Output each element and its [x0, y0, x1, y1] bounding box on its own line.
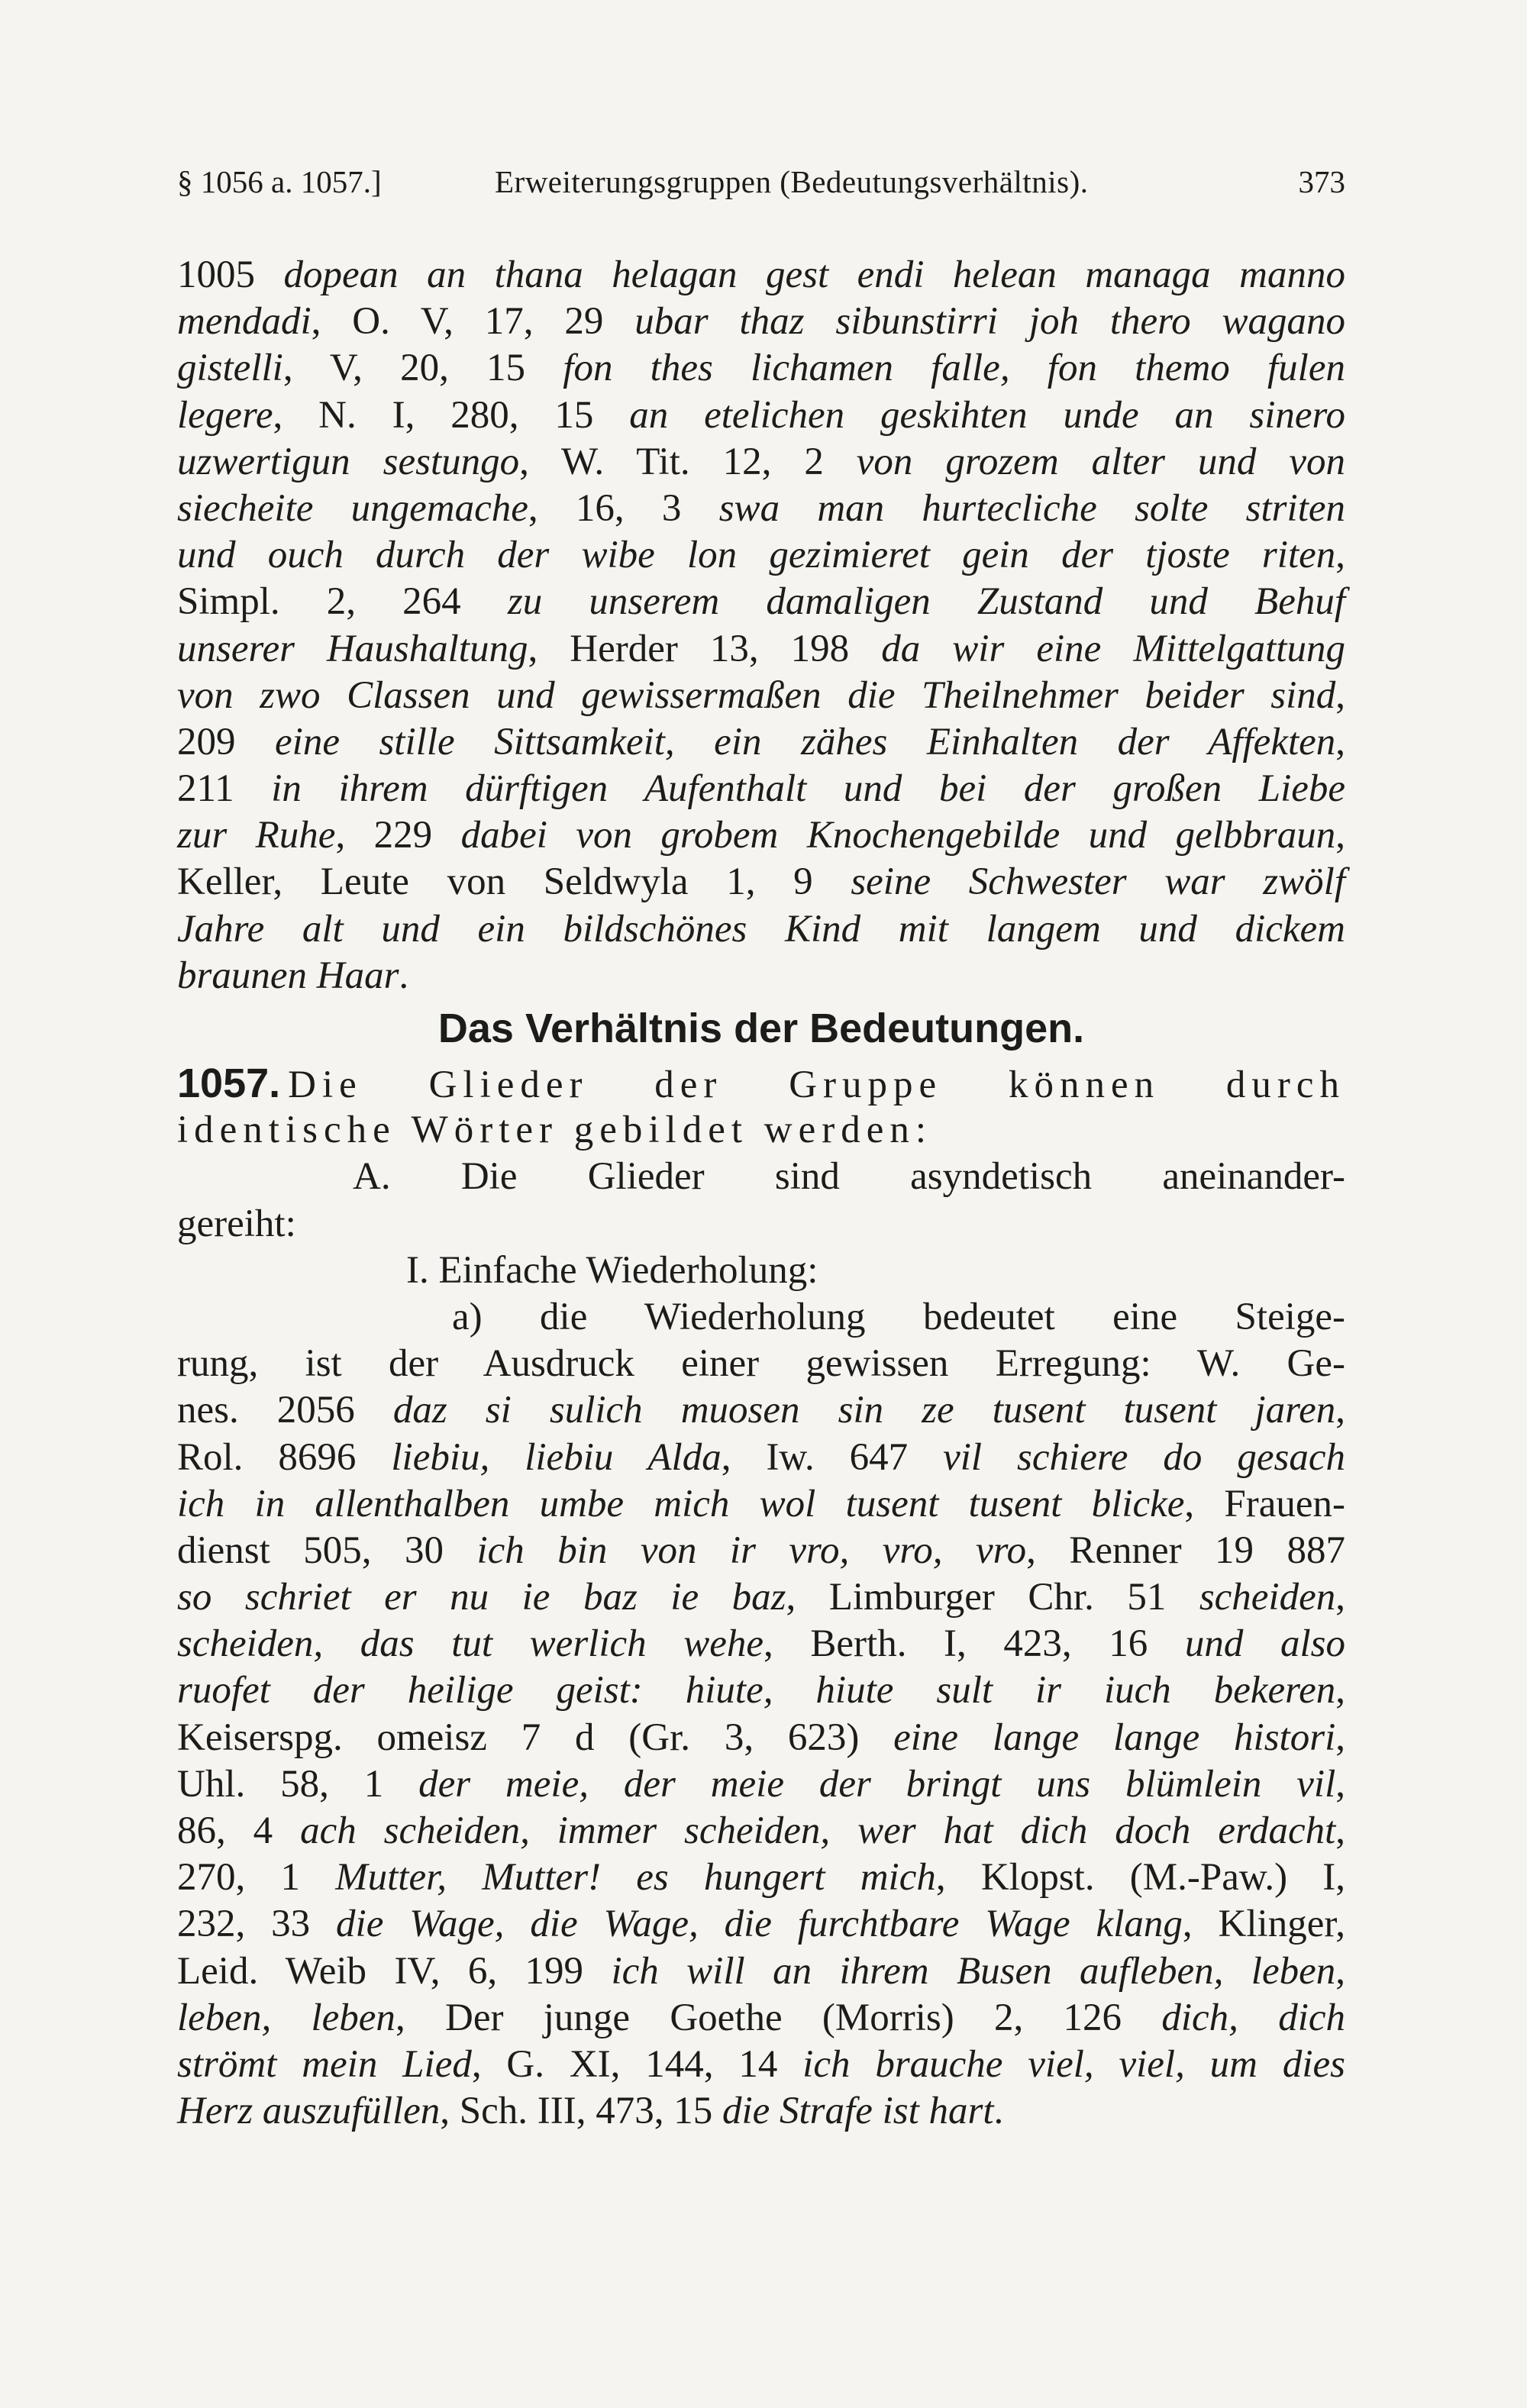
text-line — [177, 1435, 1345, 1481]
citation-text: , — [1335, 1762, 1346, 1806]
quoted-text: legere — [177, 393, 273, 437]
quoted-text: an etelichen geskihten unde an sinero — [629, 393, 1345, 437]
quoted-text: ach scheiden, immer scheiden, wer hat dich doch erdacht — [300, 1809, 1336, 1852]
text-line — [177, 812, 1345, 859]
text-line — [177, 439, 1345, 486]
quoted-text: von grozem alter und von — [856, 440, 1345, 483]
text-line — [177, 766, 1345, 812]
text-line — [177, 299, 1345, 345]
text-line — [177, 1667, 1345, 1714]
quoted-text: seine Schwester war zwölf — [851, 860, 1345, 904]
section-heading: Das Verhältnis der Bedeutungen. — [437, 1005, 1085, 1051]
citation-text: Simpl. 2, 264 — [177, 580, 508, 624]
quoted-text: strömt mein Lied — [177, 2042, 472, 2086]
text-line — [177, 1574, 1345, 1621]
quoted-text: die Strafe ist hart — [722, 2090, 994, 2133]
citation-text: , Der junge Goethe (Morris) 2, 126 — [395, 1996, 1162, 2039]
subsection-i: I. Einfache Wiederholung: — [406, 1248, 818, 1292]
text-line — [177, 1528, 1345, 1574]
text-line — [177, 673, 1345, 719]
quoted-text: siecheite ungemache — [177, 486, 528, 530]
header-title: Erweiterungsgruppen (Bedeutungsverhältnis). — [495, 164, 1089, 199]
text-line — [177, 1387, 1345, 1434]
main-text — [177, 252, 1345, 2135]
citation-text: , Iw. 647 — [721, 1435, 944, 1479]
quoted-text: dopean an thana helagan gest endi helean managa manno — [283, 253, 1345, 296]
citation-text: 1005 — [177, 253, 284, 296]
text-line — [177, 1948, 1345, 1995]
quoted-text: vil schiere do gesach — [943, 1435, 1345, 1479]
text-line — [177, 1854, 1345, 1901]
text-line — [177, 2088, 1345, 2135]
quoted-text: swa man hurtecliche solte striten — [718, 486, 1346, 530]
quoted-text: gistelli — [177, 347, 283, 390]
quoted-text: zur Ruhe — [177, 814, 336, 857]
quoted-text: scheiden — [1199, 1576, 1336, 1619]
citation-text: nes. 2056 — [177, 1389, 393, 1432]
citation-text: , Klinger, — [1182, 1903, 1346, 1946]
page-number: 373 — [1298, 164, 1345, 199]
text-line — [177, 626, 1345, 673]
citation-text: , G. XI, 144, 14 — [471, 2042, 803, 2086]
citation-text: , 229 — [335, 814, 461, 857]
citation-text: , — [1335, 1809, 1346, 1852]
citation-text: Keiserspg. omeisz 7 d (Gr. 3, 623) — [177, 1716, 894, 1759]
quoted-text: so schriet er nu ie baz ie baz — [177, 1576, 786, 1619]
subsection-a-small-line-1: a) die Wiederholung bedeutet eine Steige- — [452, 1295, 1345, 1338]
citation-text: , Renner 19 887 — [1026, 1528, 1346, 1572]
text-line — [177, 486, 1345, 532]
text-line — [177, 1995, 1345, 2042]
text-line — [177, 392, 1345, 439]
example-block-1 — [177, 252, 1345, 999]
paragraph-number: 1057. — [177, 1060, 281, 1106]
text-line — [177, 252, 1345, 299]
citation-text: Uhl. 58, 1 — [177, 1762, 419, 1806]
citation-text: . — [993, 2090, 1004, 2133]
citation-text: , Frauen- — [1184, 1482, 1346, 1525]
quoted-text: leben, leben — [177, 1996, 395, 2039]
citation-text: , — [1335, 720, 1346, 763]
quoted-text: ich will an ihrem Busen aufleben, leben — [611, 1949, 1336, 1993]
quoted-text: braunen Haar — [177, 954, 399, 997]
citation-text: , Berth. I, 423, 16 — [764, 1622, 1185, 1666]
text-line — [177, 1901, 1345, 1948]
text-line — [177, 1808, 1345, 1854]
citation-text: , Limburger Chr. 51 — [786, 1576, 1199, 1619]
text-line — [177, 859, 1345, 905]
citation-text: , — [1335, 1389, 1346, 1432]
quoted-text: scheiden, das tut werlich wehe — [177, 1622, 764, 1666]
para-1057-line-2: identische Wörter gebildet werden: — [177, 1109, 933, 1152]
text-line — [177, 1481, 1345, 1528]
citation-text: , Klopst. (M.-Paw.) I, — [935, 1856, 1346, 1900]
citation-text: . — [399, 954, 409, 997]
text-line — [177, 1621, 1345, 1667]
quoted-text: Mutter, Mutter! es hungert mich — [335, 1856, 936, 1900]
citation-text: , — [1335, 1949, 1345, 1993]
subsection-a-line-1: A. Die Glieder sind asyndetisch aneinander- — [353, 1155, 1345, 1199]
text-line — [177, 1761, 1345, 1808]
quoted-text: daz si sulich muosen sin ze tusent tusent jaren — [392, 1389, 1336, 1432]
citation-text: , — [1335, 1576, 1345, 1619]
text-line — [177, 906, 1345, 953]
quoted-text: unserer Haushaltung — [177, 627, 528, 670]
quoted-text: und ouch durch der wibe lon gezimieret gein der tjoste riten — [177, 534, 1336, 577]
intro-line: Die Glieder der Gruppe können durch — [288, 1064, 1345, 1106]
citation-text: 211 — [177, 767, 272, 811]
quoted-text: ich bin von ir vro, vro, vro — [476, 1528, 1027, 1572]
quoted-text: die Wage, die Wage, die furchtbare Wage klang — [336, 1903, 1183, 1946]
quoted-text: eine lange lange histori — [893, 1716, 1336, 1759]
text-line — [177, 532, 1345, 579]
subsection-a-line-2: gereiht: — [177, 1202, 296, 1245]
citation-text: , N. I, 280, 15 — [273, 393, 630, 437]
quoted-text: zu unserem damaligen Zustand und Behuf — [507, 580, 1346, 624]
text-line — [177, 2042, 1345, 2088]
quoted-text: Herz auszufüllen — [177, 2090, 441, 2133]
quoted-text: fon thes lichamen falle, fon themo fulen — [563, 347, 1345, 390]
citation-text: 232, 33 — [177, 1903, 337, 1946]
quoted-text: in ihrem dürftigen Aufenthalt und bei der großen Liebe — [271, 767, 1346, 811]
citation-text: , 16, 3 — [528, 486, 719, 530]
citation-text: Leid. Weib IV, 6, 199 — [177, 1949, 612, 1993]
citation-text: dienst 505, 30 — [177, 1528, 477, 1572]
subsection-a-small-line-2: rung, ist der Ausdruck einer gewissen Erregung: W. Ge- — [177, 1342, 1345, 1386]
quoted-text: dabei von grobem Knochengebilde und gelbbraun — [460, 814, 1336, 857]
citation-text: 270, 1 — [177, 1856, 336, 1900]
quoted-text: liebiu, liebiu Alda — [391, 1435, 722, 1479]
text-line — [177, 1715, 1345, 1761]
quoted-text: dich, dich — [1161, 1996, 1346, 2039]
header-section-ref: § 1056 a. 1057.] — [177, 164, 382, 199]
quoted-text: ruofet der heilige geist: hiute, hiute sult ir iuch bekeren — [177, 1669, 1336, 1712]
citation-text: 86, 4 — [177, 1809, 301, 1852]
text-line — [177, 719, 1345, 766]
citation-text: , Sch. III, 473, 15 — [440, 2090, 722, 2133]
citation-text: , — [1335, 1669, 1345, 1712]
example-block-2 — [177, 1387, 1345, 2135]
quoted-text: ich in allenthalben umbe mich wol tusent tusent blicke — [177, 1482, 1185, 1525]
citation-text: , — [1335, 534, 1345, 577]
citation-text: 209 — [177, 720, 276, 763]
quoted-text: und also — [1184, 1622, 1345, 1666]
citation-text: , Herder 13, 198 — [528, 627, 882, 670]
quoted-text: mendadi — [177, 300, 312, 344]
quoted-text: ich brauche viel, viel, um dies — [802, 2042, 1345, 2086]
citation-text: Rol. 8696 — [177, 1435, 392, 1479]
citation-text: , — [1335, 673, 1345, 717]
citation-text: , V, 20, 15 — [282, 347, 563, 390]
quoted-text: eine stille Sittsamkeit, ein zähes Einhalten der Affekten — [275, 720, 1336, 763]
citation-text: , W. Tit. 12, 2 — [519, 440, 857, 483]
text-line — [177, 345, 1345, 392]
citation-text: , O. V, 17, 29 — [311, 300, 635, 344]
text-line — [177, 953, 1345, 999]
text-line — [177, 579, 1345, 625]
quoted-text: uzwertigun sestungo — [177, 440, 520, 483]
quoted-text: Jahre alt und ein bildschönes Kind mit langem und dickem — [177, 907, 1345, 951]
running-header — [177, 159, 1345, 205]
citation-text: , — [1335, 1716, 1345, 1759]
citation-text: , — [1335, 814, 1346, 857]
quoted-text: von zwo Classen und gewissermaßen die Theilnehmer beider sind — [177, 673, 1336, 717]
quoted-text: der meie, der meie der bringt uns blümlein vil — [418, 1762, 1336, 1806]
quoted-text: ubar thaz sibunstirri joh thero wagano — [634, 300, 1345, 344]
citation-text: Keller, Leute von Seldwyla 1, 9 — [177, 860, 851, 904]
para-1057-line-1 — [177, 1060, 1345, 1107]
quoted-text: da wir eine Mittelgattung — [881, 627, 1345, 670]
